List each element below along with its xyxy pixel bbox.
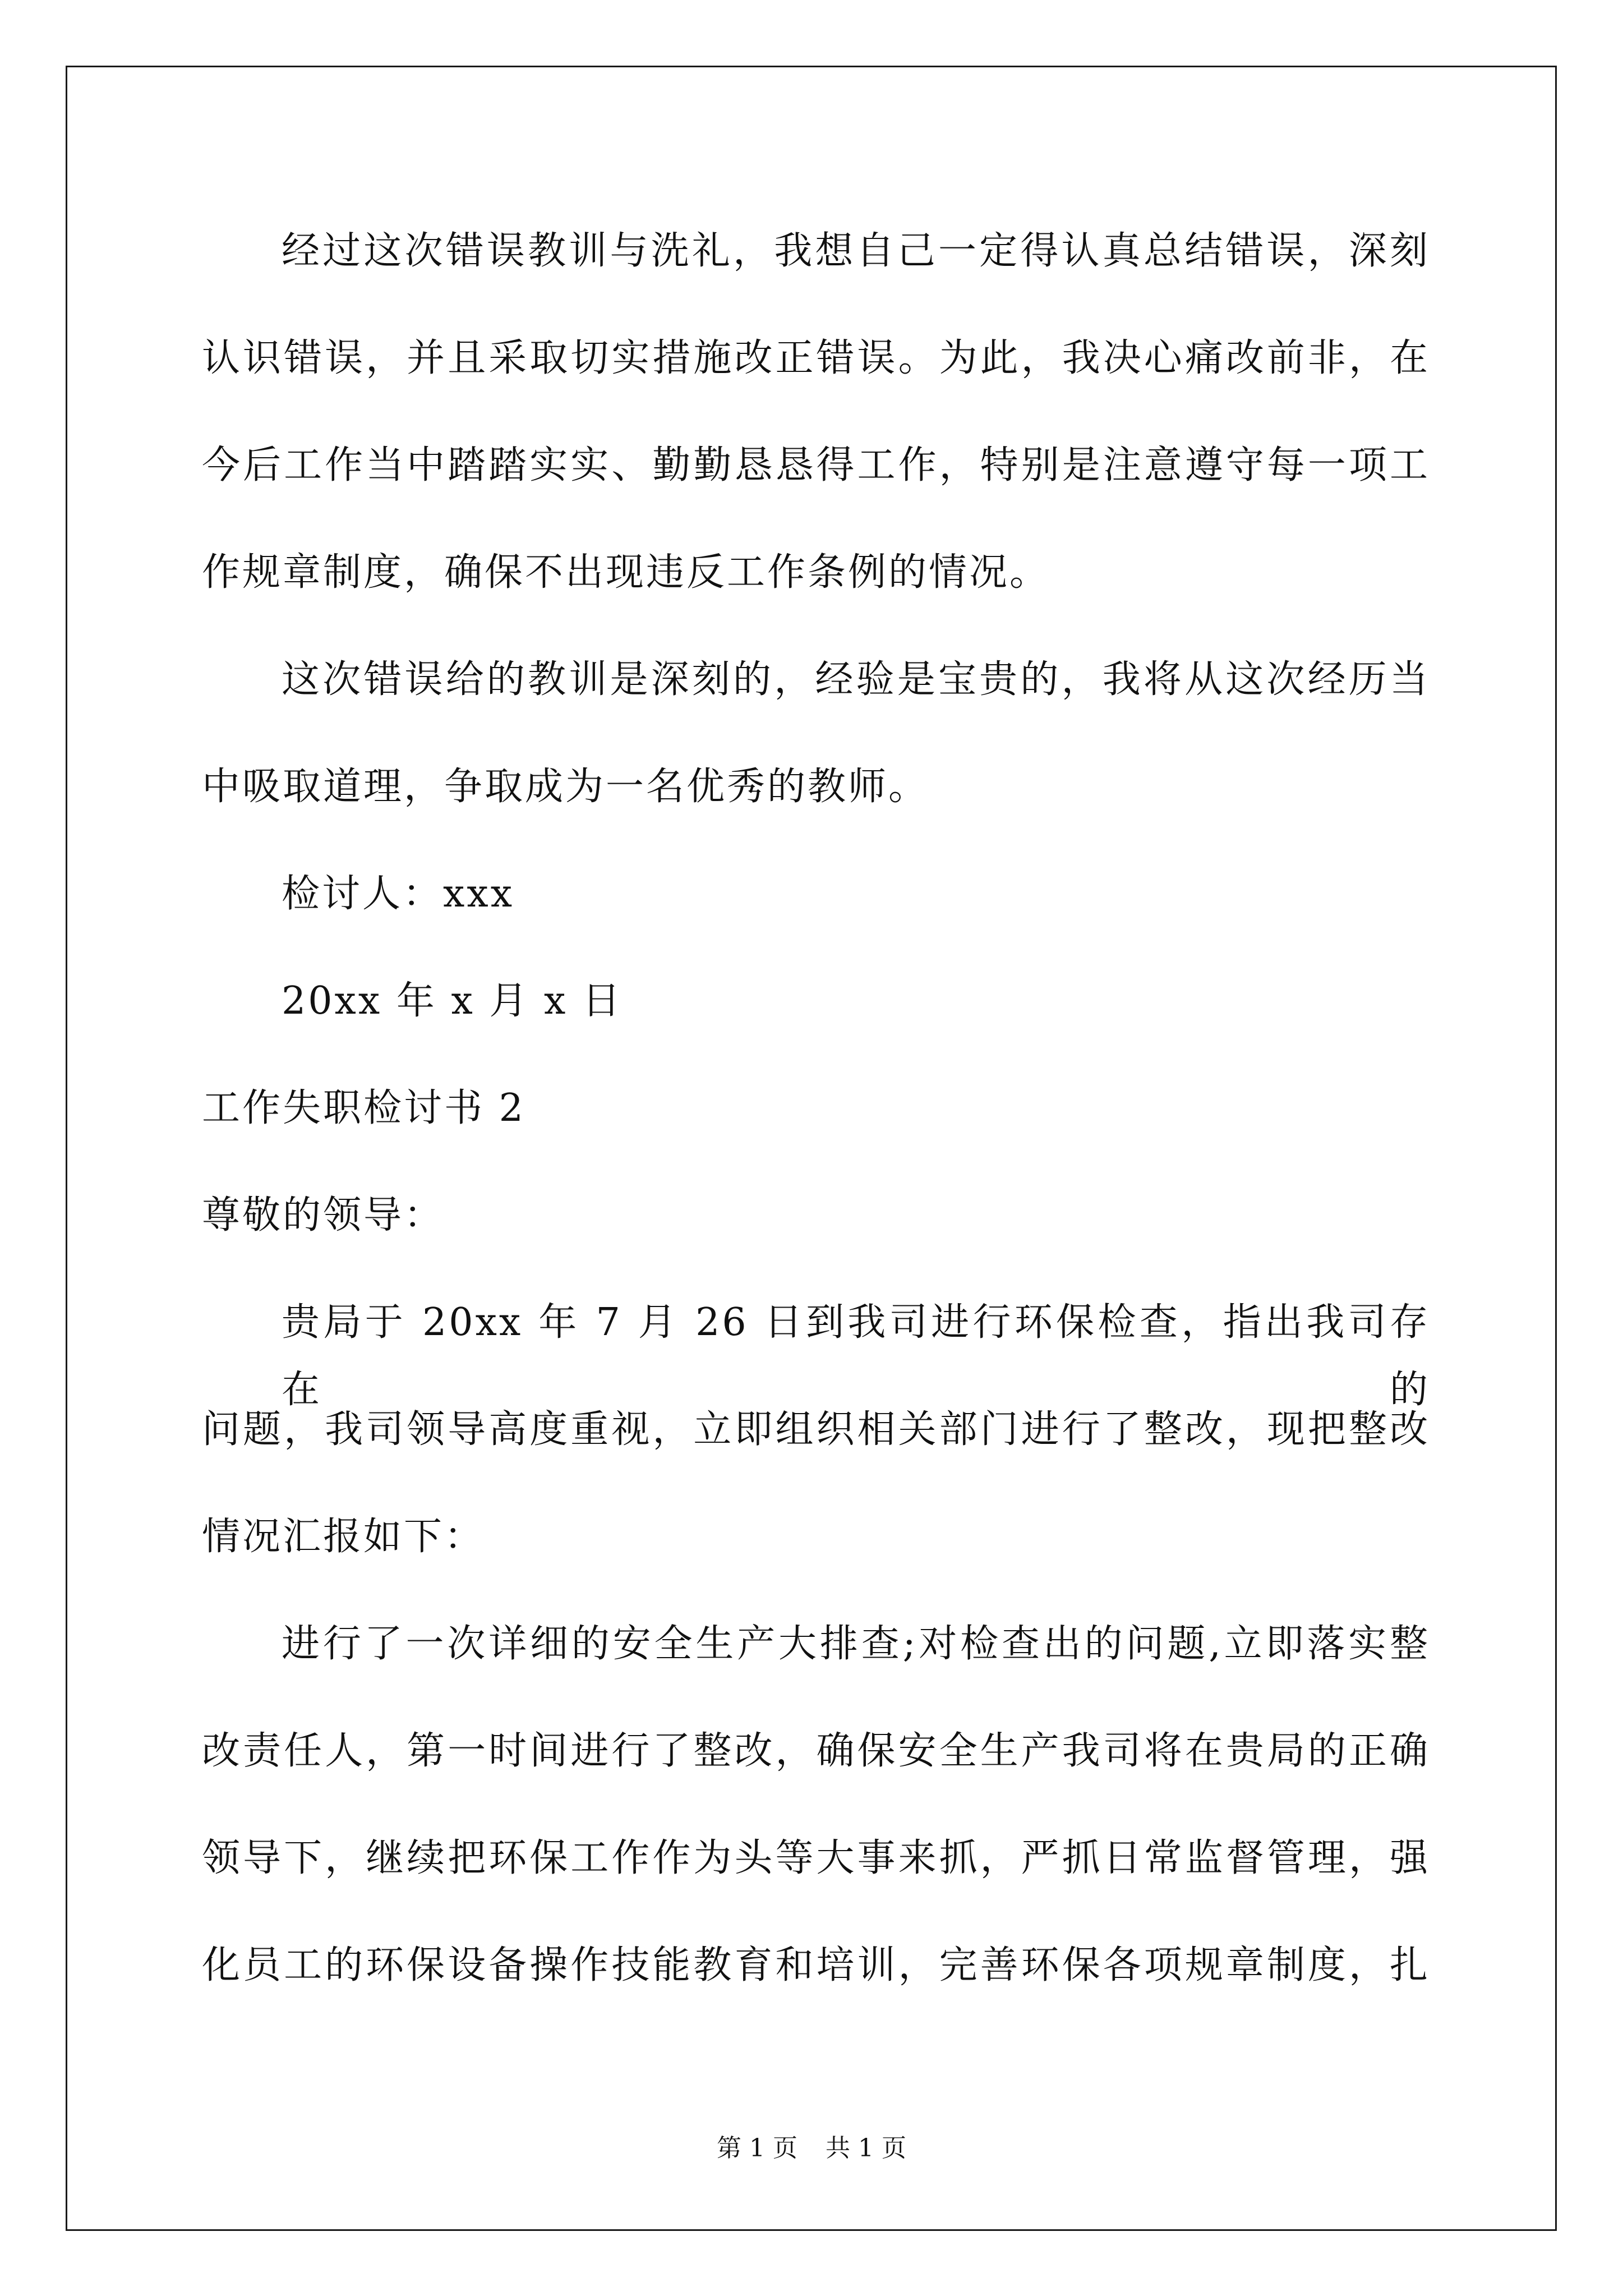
date-line: 20xx 年 x 月 x 日	[282, 979, 623, 1023]
document-body	[202, 218, 1430, 2039]
signature-line: 检讨人：xxx	[282, 872, 515, 916]
text-line: 贵局于 20xx 年 7 月 26 日到我司进行环保检查，指出我司存在的	[282, 1300, 1430, 1412]
text-line: 化员工的环保设备操作技能教育和培训，完善环保各项规章制度，扎	[202, 1943, 1430, 1987]
text-line: 经过这次错误教训与洗礼，我想自己一定得认真总结错误，深刻	[282, 229, 1430, 273]
text-line: 领导下，继续把环保工作作为头等大事来抓，严抓日常监督管理，强	[202, 1836, 1430, 1880]
salutation: 尊敬的领导：	[202, 1193, 445, 1237]
text-line: 问题，我司领导高度重视，立即组织相关部门进行了整改，现把整改	[202, 1407, 1430, 1452]
text-line: 作规章制度，确保不出现违反工作条例的情况。	[202, 550, 1050, 595]
text-line: 情况汇报如下：	[202, 1515, 485, 1559]
text-line: 改责任人，第一时间进行了整改，确保安全生产我司将在贵局的正确	[202, 1729, 1430, 1773]
text-line: 进行了一次详细的安全生产大排查;对检查出的问题,立即落实整	[282, 1622, 1430, 1666]
section-title: 工作失职检讨书 2	[202, 1086, 525, 1130]
text-line: 这次错误给的教训是深刻的，经验是宝贵的，我将从这次经历当	[282, 657, 1430, 702]
page-number: 第 1 页	[717, 2134, 797, 2162]
text-line: 今后工作当中踏踏实实、勤勤恳恳得工作，特别是注意遵守每一项工	[202, 443, 1430, 487]
text-line: 中吸取道理，争取成为一名优秀的教师。	[202, 765, 929, 809]
text-line: 认识错误，并且采取切实措施改正错误。为此，我决心痛改前非，在	[202, 336, 1430, 380]
page-footer	[0, 2132, 1623, 2165]
page-total: 共 1 页	[826, 2134, 906, 2162]
